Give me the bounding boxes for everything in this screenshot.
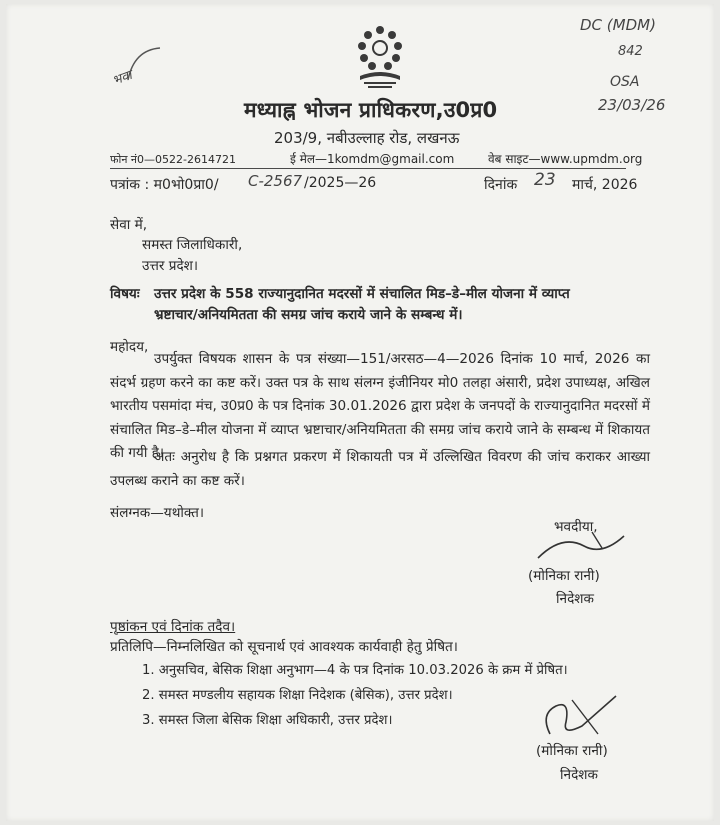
top-left-annotation: भवा <box>110 67 135 89</box>
recipient-line2: उत्तर प्रदेश। <box>142 258 199 274</box>
endorsement-copy-line: प्रतिलिपि—निम्नलिखित को सूचनार्थ एवं आवश्यक कार्यवाही हेतु प्रेषित। <box>110 639 458 655</box>
top-right-annotation-line3: OSA <box>610 74 640 90</box>
authority-address: 203/9, नबीउल्लाह रोड, लखनऊ <box>274 129 460 147</box>
greeting: महोदय, <box>110 339 149 355</box>
email-address: ई मेल—1komdm@gmail.com <box>290 152 455 166</box>
website-address: वेब साइट—www.upmdm.org <box>488 152 643 166</box>
recipient-line1: समस्त जिलाधिकारी, <box>142 237 243 253</box>
endorsement-item-1: 1. अनुसचिव, बेसिक शिक्षा अनुभाग—4 के पत्र दिनांक 10.03.2026 के क्रम में प्रेषित। <box>142 663 568 678</box>
body-paragraph-2: अतः अनुरोध है कि प्रश्नगत प्रकरण में शिकायती पत्र में उल्लिखित विवरण की जांच कराकर आख्या उपलब्ध कराने का कष्ट करें। <box>110 449 650 489</box>
body-paragraph-1: उपर्युक्त विषयक शासन के पत्र संख्या—151/अरसठ—4—2026 दिनांक 10 मार्च, 2026 का संदर्भ ग्रहण करने का कष्ट करें। उक्त पत्र के साथ संलग्न इंजीनियर मो0 तलहा अंसारी, प्रदेश उपाध्यक्ष, अखिल भारतीय पसमांदा मंच, उ0प्र0 के पत्र दिनांक 30.01.2026 द्वारा प्रदेश के जनपदों के राज्यानुदानित मदरसों में संचालित मिड–डे–मील योजना में व्याप्त भ्रष्टाचार/अनियमितता की समग्र जांच कराये जाने के सम्बन्ध में शिकायत की गयी है। <box>110 351 650 462</box>
signatory-name-2: (मोनिका रानी) <box>536 743 608 759</box>
signature-1 <box>532 528 632 568</box>
subject-label: विषयः <box>110 286 140 302</box>
letterhead-divider <box>110 168 626 169</box>
top-right-annotation-date: 23/03/26 <box>598 96 666 114</box>
endorsement-item-2: 2. समस्त मण्डलीय सहायक शिक्षा निदेशक (बेसिक), उत्तर प्रदेश। <box>142 688 453 703</box>
letter-page <box>6 4 714 821</box>
date-month-year: मार्च, 2026 <box>572 177 638 193</box>
date-day: 23 <box>534 170 556 190</box>
reference-prefix: पत्रांक : म0भो0प्रा0/ <box>110 177 219 193</box>
salutation-to: सेवा में, <box>110 217 148 233</box>
reference-year: /2025—26 <box>304 175 377 191</box>
authority-title: मध्याह्न भोजन प्राधिकरण,उ0प्र0 <box>244 98 498 122</box>
top-right-annotation-line1: DC (MDM) <box>580 16 656 34</box>
endorsement-item-3: 3. समस्त जिला बेसिक शिक्षा अधिकारी, उत्तर प्रदेश। <box>142 713 393 728</box>
phone-number: फोन नं0—0522-2614721 <box>110 153 236 166</box>
date-label: दिनांक <box>484 177 518 193</box>
signatory-designation-1: निदेशक <box>556 591 594 607</box>
reference-number: C-2567 <box>248 172 303 190</box>
signatory-designation-2: निदेशक <box>560 767 598 783</box>
top-left-scribble <box>124 44 164 84</box>
authority-logo <box>344 22 416 94</box>
endorsement-heading: पृष्ठांकन एवं दिनांक तदैव। <box>110 619 236 635</box>
signature-2 <box>536 692 626 742</box>
subject-line2: भ्रष्टाचार/अनियमितता की समग्र जांच कराये जाने के सम्बन्ध में। <box>154 307 463 323</box>
subject-line1: उत्तर प्रदेश के 558 राज्यानुदानित मदरसों में संचालित मिड–डे–मील योजना में व्याप्त <box>154 286 570 302</box>
closing-phrase: भवदीया, <box>554 519 598 535</box>
top-right-annotation-line2: 842 <box>618 44 643 59</box>
enclosure-note: संलग्नक—यथोक्त। <box>110 505 205 521</box>
signatory-name-1: (मोनिका रानी) <box>528 568 600 584</box>
